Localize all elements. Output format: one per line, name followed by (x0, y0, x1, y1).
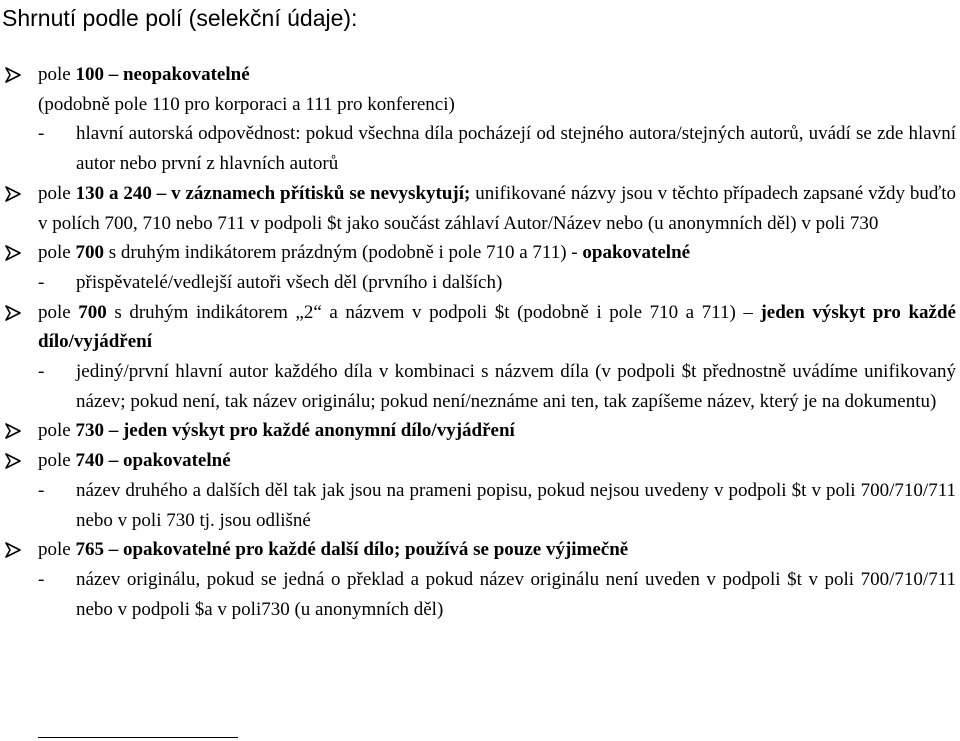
arrow-bullet-icon (4, 245, 22, 261)
footnote-separator (38, 737, 238, 738)
sub-item (0, 119, 960, 178)
field-text: pole (38, 64, 76, 85)
field-emphasis: jeden výskyt pro každé dílo/vyjádření (38, 301, 956, 353)
field-text: unifikované názvy jsou v těchto případech zapsané vždy buďto v polích 700, 710 nebo 711 v podpoli $t jako součást záhlaví Autor/Název nebo (u anonymních děl) v poli 730 (38, 182, 956, 234)
field-text: pole (38, 301, 79, 323)
sub-item-text: název druhého a dalších děl tak jak jsou na prameni popisu, pokud nejsou uvedeny v podpoli $t v poli 700/710/711 nebo v poli 730 tj. jsou odlišné (76, 479, 956, 531)
dash-marker: - (38, 123, 45, 145)
sub-item-text: hlavní autorská odpovědnost: pokud všechna díla pocházejí od stejného autora/stejných autorů, uvádí se zde hlavní autor nebo první z hlavních autorů (76, 123, 956, 175)
arrow-bullet-icon (4, 542, 22, 558)
field-emphasis: 740 – opakovatelné (75, 450, 231, 472)
field-text: pole (38, 182, 76, 204)
sub-item (0, 357, 960, 416)
field-bullet (0, 446, 960, 476)
sub-item-text: jediný/první hlavní autor každého díla v kombinaci s názvem díla (v podpoli $t přednostně uvádíme unifikovaný název; pokud není, tak název originálu; pokud není/neznáme ani ten, tak zapíšeme název, který je na dokumentu) (76, 361, 956, 412)
field-text: pole (38, 450, 76, 472)
field-emphasis: opakovatelné (582, 242, 691, 264)
sub-item-text: název originálu, pokud se jedná o překlad a pokud název originálu není uveden v podpoli $t v poli 700/710/711 nebo v podpoli $a v poli730 (u anonymních děl) (76, 568, 956, 620)
field-bullet (0, 179, 960, 238)
dash-marker: - (38, 568, 45, 590)
field-bullet (0, 238, 960, 268)
arrow-bullet-icon (4, 423, 22, 439)
sub-item-text: přispěvatelé/vedlejší autoři všech děl (prvního i dalších) (76, 271, 503, 293)
field-text: pole (38, 242, 76, 264)
dash-marker: - (38, 361, 45, 383)
field-text: s druhým indikátorem „2“ a názvem v podpoli $t (podobně i pole 710 a 711) – (106, 301, 761, 323)
field-emphasis: 730 – jeden výskyt pro každé anonymní dílo/vyjádření (75, 420, 515, 442)
field-text: pole (38, 420, 76, 442)
field-emphasis: 130 a 240 – v záznamech přítisků se nevyskytují; (75, 182, 471, 204)
arrow-bullet-icon (4, 186, 22, 202)
arrow-bullet-icon (4, 305, 22, 321)
field-bullet (0, 298, 960, 357)
arrow-bullet-icon (4, 67, 22, 83)
page-title: Shrnutí podle polí (selekční údaje): (2, 5, 358, 31)
sub-item (0, 476, 960, 535)
field-bullet (0, 416, 960, 446)
sub-item (0, 268, 960, 298)
field-summary-list (0, 60, 960, 624)
field-bullet (0, 60, 960, 90)
field-emphasis: 100 – neopakovatelné (75, 64, 250, 85)
arrow-bullet-icon (4, 453, 22, 469)
dash-marker: - (38, 271, 45, 293)
field-emphasis: 765 – opakovatelné pro každé další dílo; používá se pouze výjimečně (75, 539, 629, 561)
field-text: pole (38, 539, 76, 561)
field-note: (podobně pole 110 pro korporaci a 111 pro konferenci) (38, 93, 455, 115)
field-bullet (0, 535, 960, 565)
dash-marker: - (38, 479, 45, 501)
field-emphasis: 700 (75, 242, 104, 264)
field-text: s druhým indikátorem prázdným (podobně i pole 710 a 711) - (103, 242, 583, 264)
sub-item (0, 565, 960, 624)
field-emphasis: 700 (78, 301, 107, 323)
